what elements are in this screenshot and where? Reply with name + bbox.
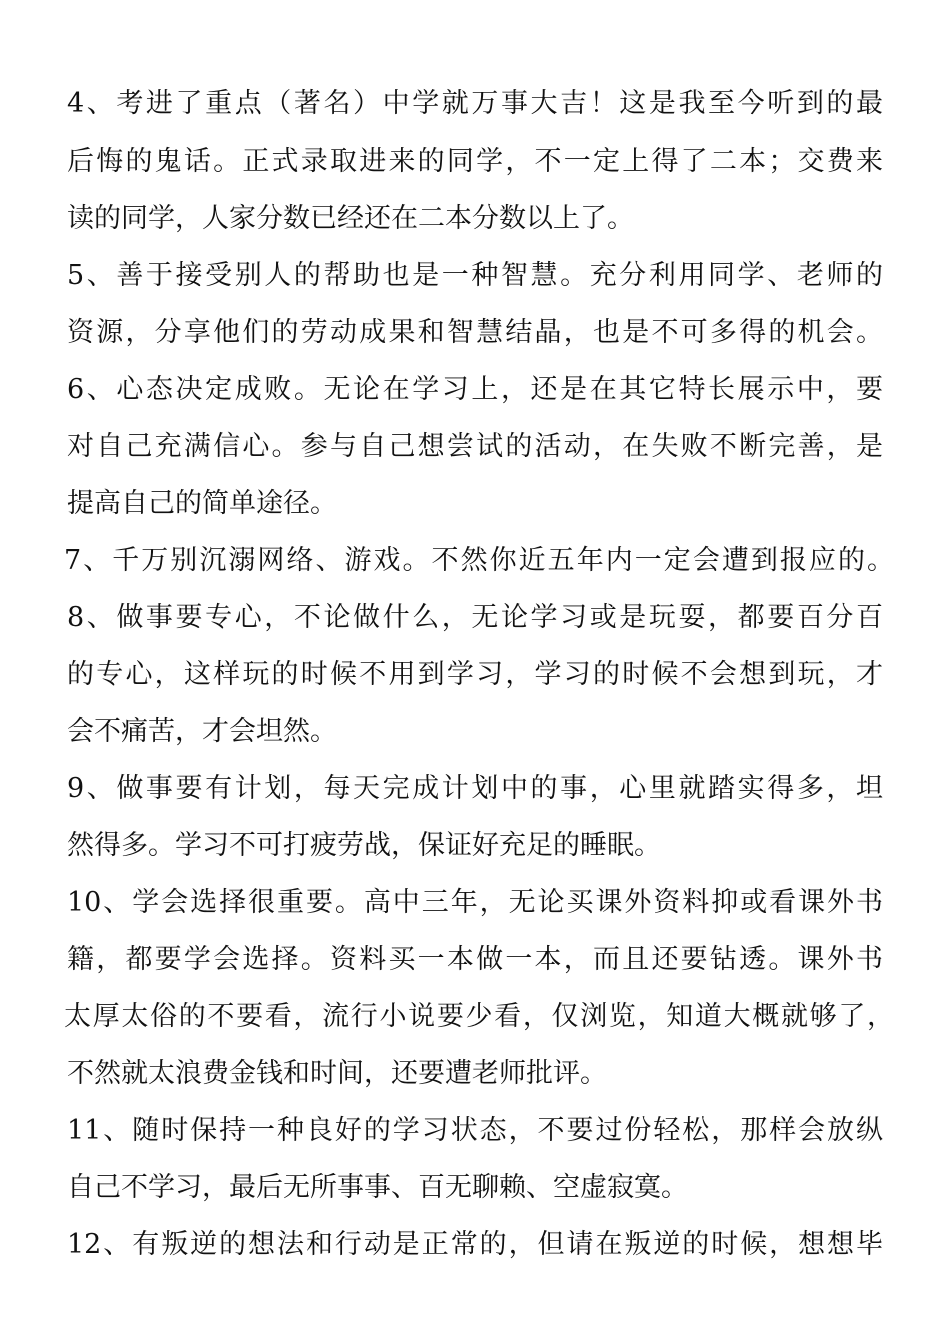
text-line: 然得多。学习不可打疲劳战，保证好充足的睡眠。 [67,830,661,861]
text-line: 对自己充满信心。参与自己想尝试的活动，在失败不断完善，是 [67,431,883,462]
text-line: 会不痛苦，才会坦然。 [67,716,337,747]
text-line: 10、学会选择很重要。高中三年，无论买课外资料抑或看课外书 [67,887,883,918]
text-line: 资源，分享他们的劳动成果和智慧结晶，也是不可多得的机会。 [67,317,883,348]
text-line: 7、千万别沉溺网络、游戏。不然你近五年内一定会遭到报应的。 [64,545,894,576]
text-line: 5、善于接受别人的帮助也是一种智慧。充分利用同学、老师的 [67,260,883,291]
text-line: 自己不学习，最后无所事事、百无聊赖、空虚寂寞。 [67,1172,688,1203]
text-line: 9、做事要有计划，每天完成计划中的事，心里就踏实得多，坦 [67,773,883,804]
text-line: 不然就太浪费金钱和时间，还要遭老师批评。 [67,1058,607,1089]
text-line: 12、有叛逆的想法和行动是正常的，但请在叛逆的时候，想想毕 [67,1229,883,1260]
text-line: 6、心态决定成败。无论在学习上，还是在其它特长展示中，要 [67,374,883,405]
text-line: 提高自己的简单途径。 [67,488,337,519]
text-line: 的专心，这样玩的时候不用到学习，学习的时候不会想到玩，才 [67,659,883,690]
text-line: 籍，都要学会选择。资料买一本做一本，而且还要钻透。课外书 [67,944,883,975]
text-line: 11、随时保持一种良好的学习状态，不要过份轻松，那样会放纵 [67,1115,883,1146]
text-line: 8、做事要专心，不论做什么，无论学习或是玩耍，都要百分百 [67,602,883,633]
text-line: 读的同学，人家分数已经还在二本分数以上了。 [67,203,634,234]
text-line: 后悔的鬼话。正式录取进来的同学，不一定上得了二本；交费来 [67,146,883,177]
text-line: 4、考进了重点（著名）中学就万事大吉！这是我至今听到的最 [67,88,883,119]
text-line: 太厚太俗的不要看，流行小说要少看，仅浏览，知道大概就够了， [64,1001,894,1032]
